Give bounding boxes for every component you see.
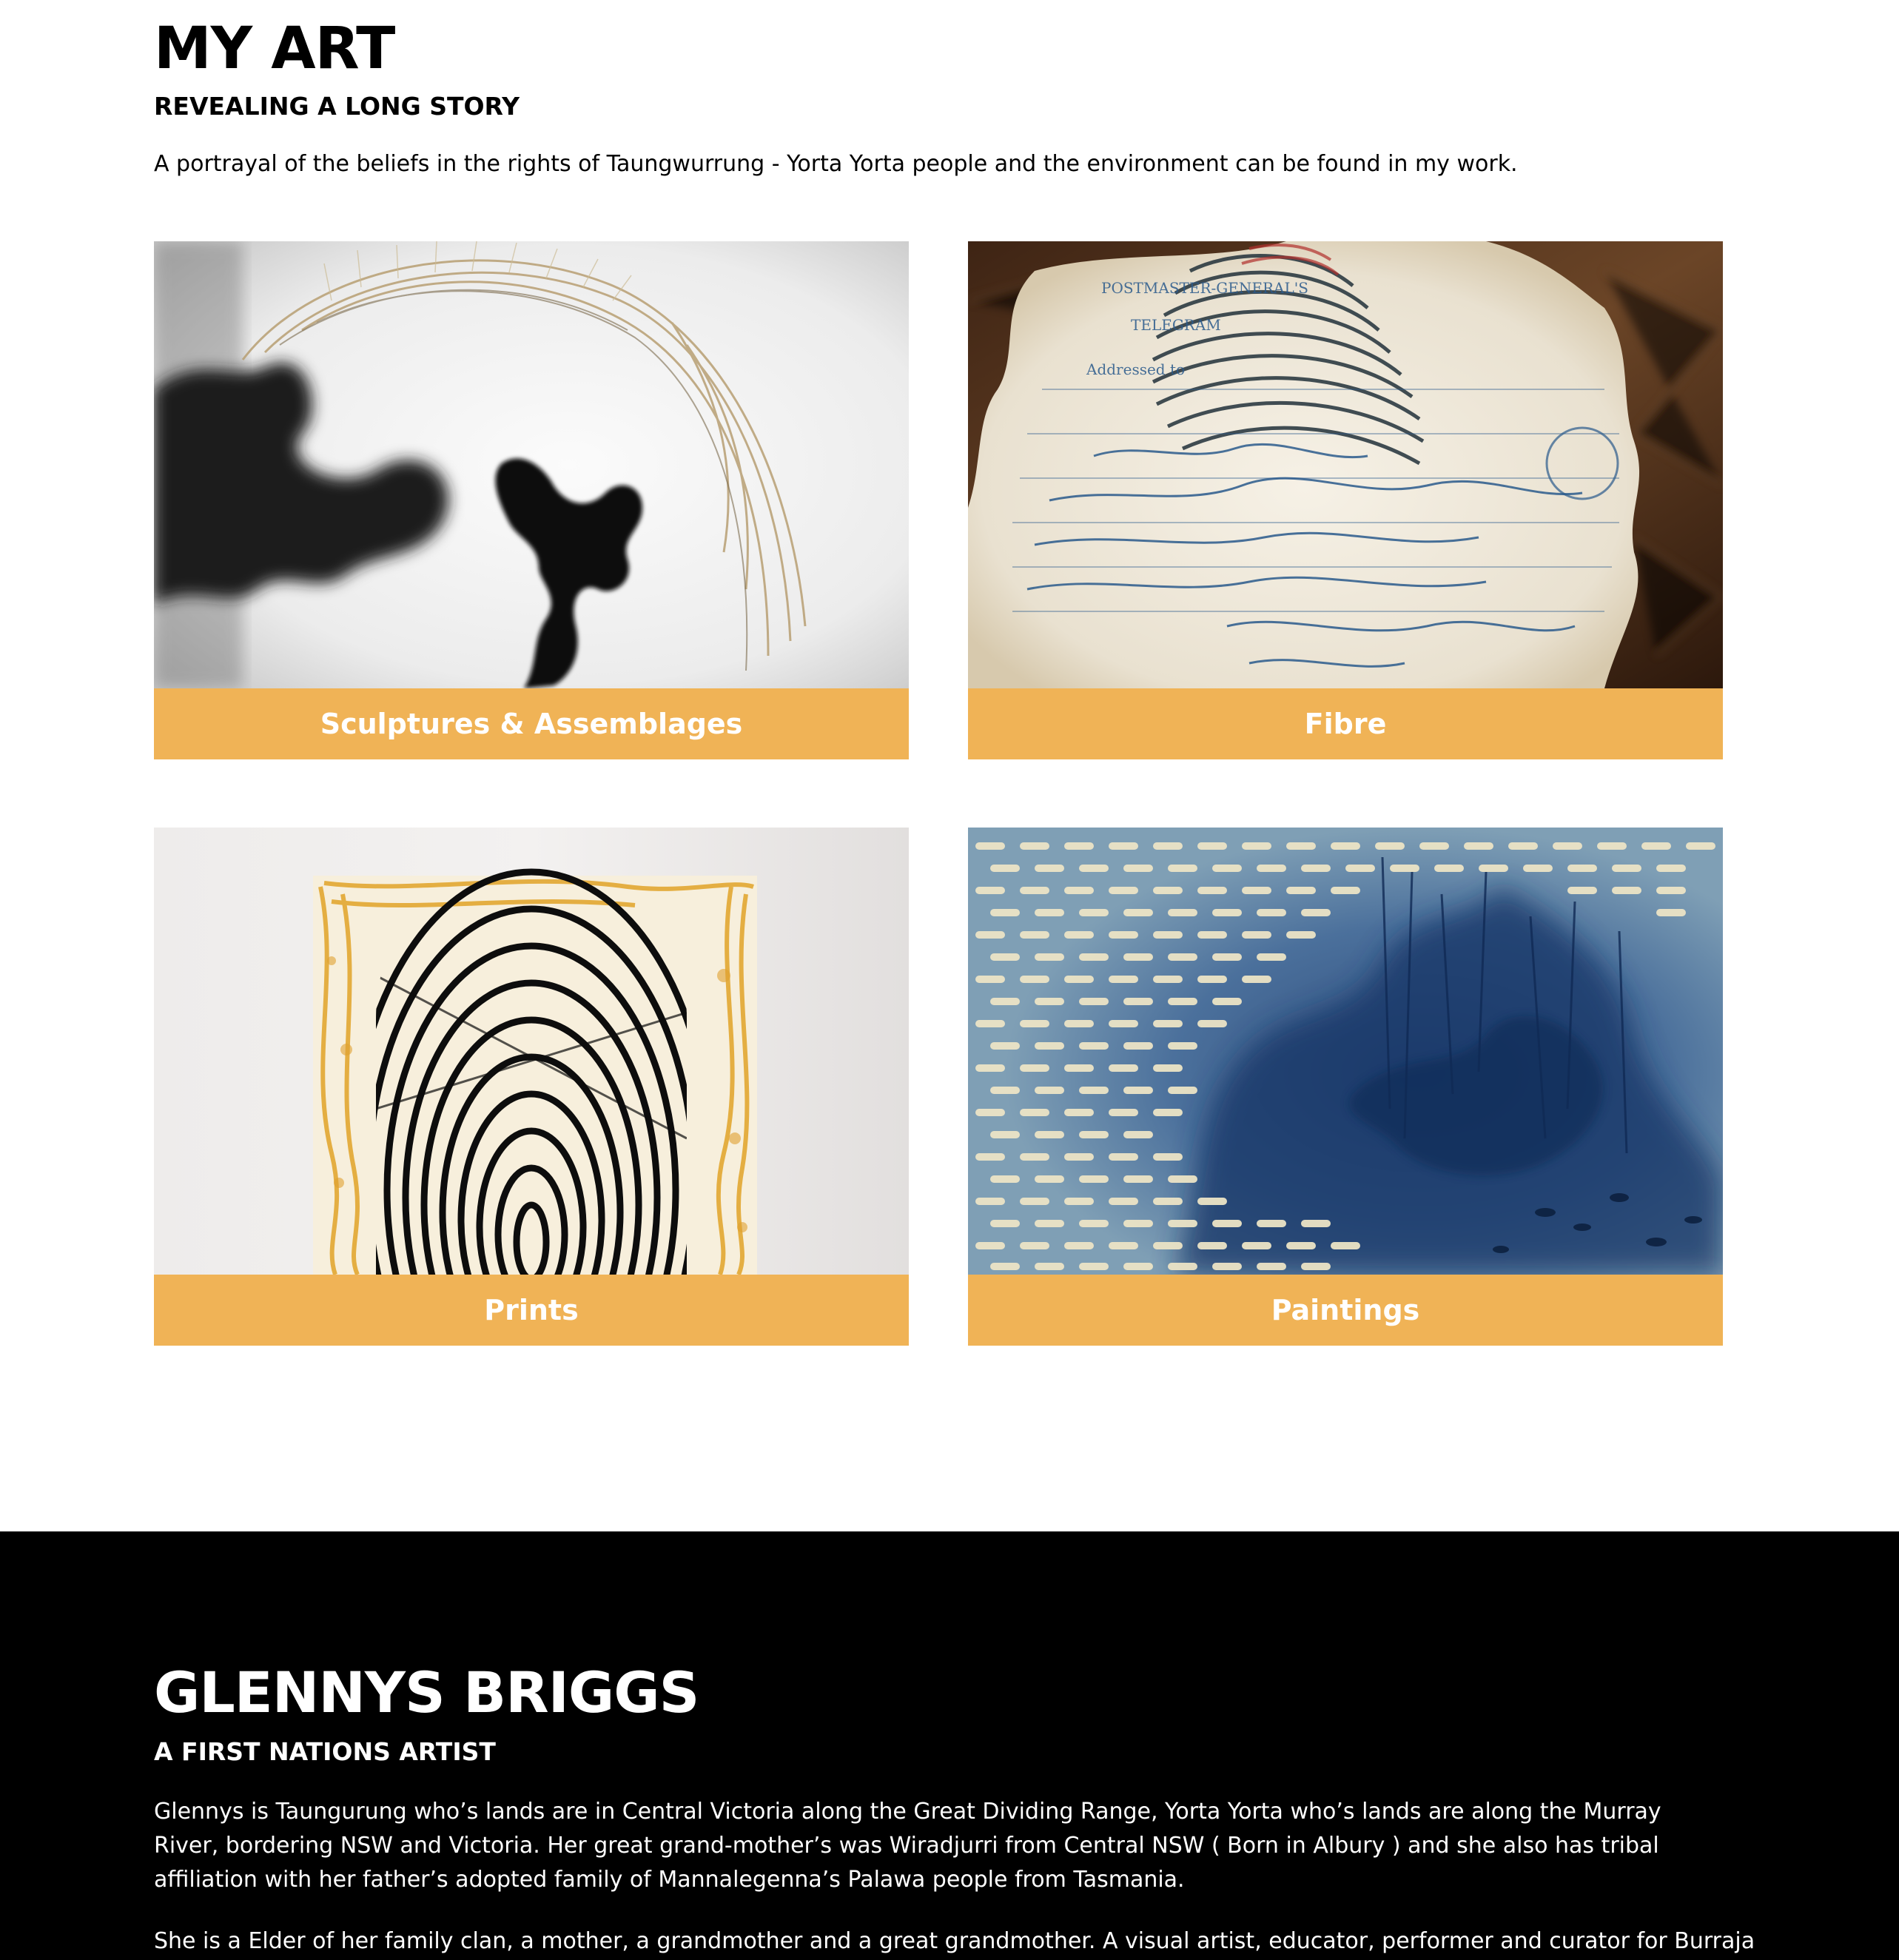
artist-bio-paragraph-1: Glennys is Taungurung who’s lands are in Central Victoria along the Great Dividing Range, Yorta Yorta who’s lands are along the Murray River, bordering NSW and Victoria. Her great grand-mother’s was Wiradjurri from Central NSW ( Born in Albury ) and she also has tribal affiliation with her father’s adopted family of Mannalegenna’s Palawa people from Tasmania. (154, 1799, 1661, 1893)
artist-name: GLENNYS BRIGGS (154, 1659, 699, 1725)
my-art-subtitle: REVEALING A LONG STORY (154, 92, 520, 121)
svg-text:TELEGRAM: TELEGRAM (1131, 316, 1221, 334)
category-card-fibre[interactable] (968, 241, 1723, 759)
my-art-intro: A portrayal of the beliefs in the rights of Taungwurrung - Yorta Yorta people and the environment can be found in my work. (154, 151, 1518, 177)
category-label-fibre[interactable]: Fibre (968, 688, 1723, 759)
category-label-prints[interactable]: Prints (154, 1275, 909, 1346)
artist-section (0, 1531, 1899, 1960)
category-card-sculptures[interactable] (154, 241, 909, 759)
artist-bio-paragraph-2: She is a Elder of her family clan, a mother, a grandmother and a great grandmother. A visual artist, educator, performer and curator for Burraja (154, 1928, 1755, 1954)
category-card-prints[interactable] (154, 828, 909, 1346)
category-card-paintings[interactable] (968, 828, 1723, 1346)
svg-text:POSTMASTER-GENERAL'S: POSTMASTER-GENERAL'S (1101, 279, 1308, 297)
category-label-paintings[interactable]: Paintings (968, 1275, 1723, 1346)
sculpture-photo[interactable] (154, 241, 909, 688)
prints-photo[interactable] (154, 828, 909, 1275)
category-label-sculptures[interactable]: Sculptures & Assemblages (154, 688, 909, 759)
svg-text:Addressed to: Addressed to (1086, 360, 1186, 378)
artist-subtitle: A FIRST NATIONS ARTIST (154, 1737, 496, 1766)
paintings-photo[interactable] (968, 828, 1723, 1275)
fibre-photo[interactable] (968, 241, 1723, 688)
my-art-title: MY ART (154, 16, 395, 82)
